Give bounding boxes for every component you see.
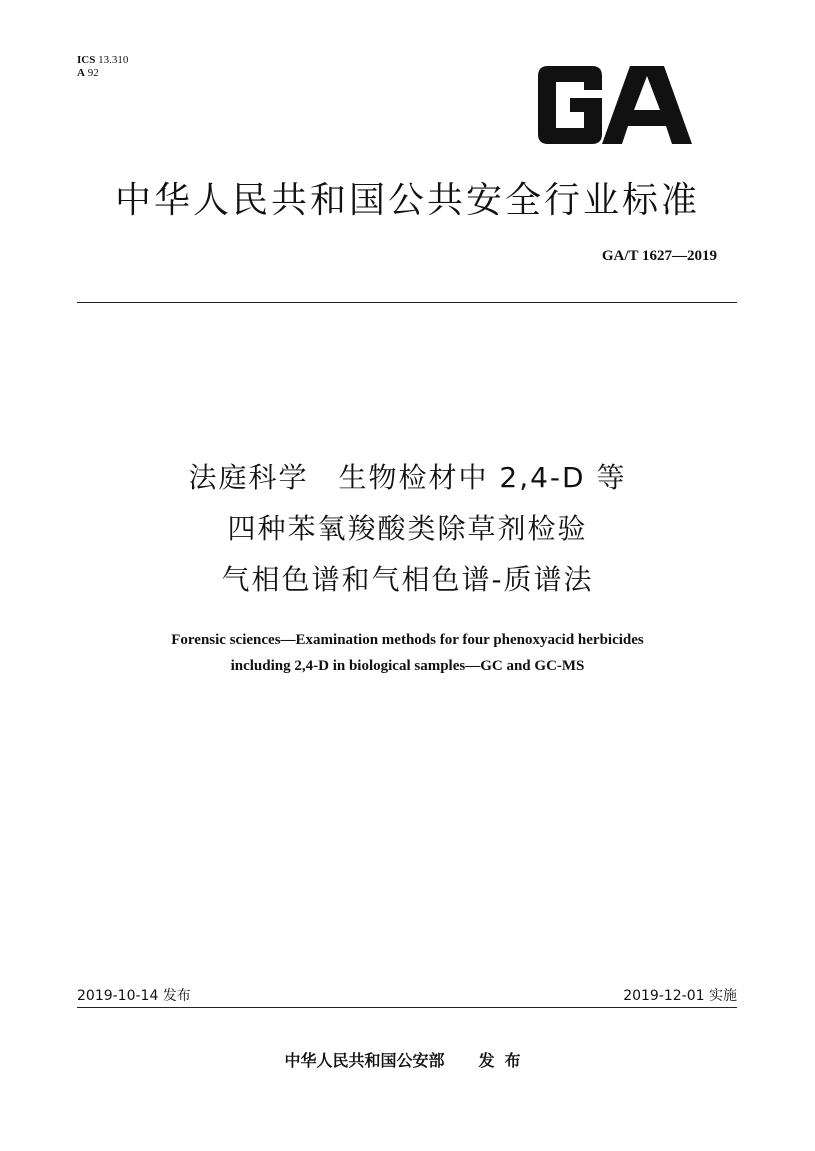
issue-date: 2019-10-14 发布 (77, 988, 191, 1004)
title-en-line-1: Forensic sciences—Examination methods for four phenoxyacid herbicides (171, 632, 644, 648)
publisher-line (0, 1048, 815, 1071)
ics-code: 13.310 (98, 54, 129, 66)
ics-label: ICS (77, 54, 96, 66)
divider-top (77, 302, 737, 303)
divider-bottom (77, 1007, 737, 1008)
ga-logo (532, 66, 696, 144)
title-cn-line-2: 四种苯氧羧酸类除草剂检验 (227, 512, 588, 545)
ics-classification (77, 54, 128, 67)
publish-action: 发布 (478, 1051, 531, 1070)
standard-category-title: 中华人民共和国公共安全行业标准 (114, 180, 700, 221)
implementation-date: 2019-12-01 实施 (623, 988, 737, 1004)
title-cn-line-3: 气相色谱和气相色谱-质谱法 (221, 563, 594, 596)
publisher-name: 中华人民共和国公安部 (284, 1051, 445, 1070)
title-cn-line-1: 法庭科学 生物检材中 2,4-D 等 (188, 461, 627, 494)
standard-number: GA/T 1627—2019 (601, 248, 717, 264)
ccs-code: 92 (87, 67, 99, 79)
ccs-classification (77, 67, 99, 80)
title-en-line-2: including 2,4-D in biological samples—GC and GC-MS (230, 658, 585, 674)
ccs-label: A (77, 67, 85, 79)
ga-logo-graphic (532, 66, 696, 144)
